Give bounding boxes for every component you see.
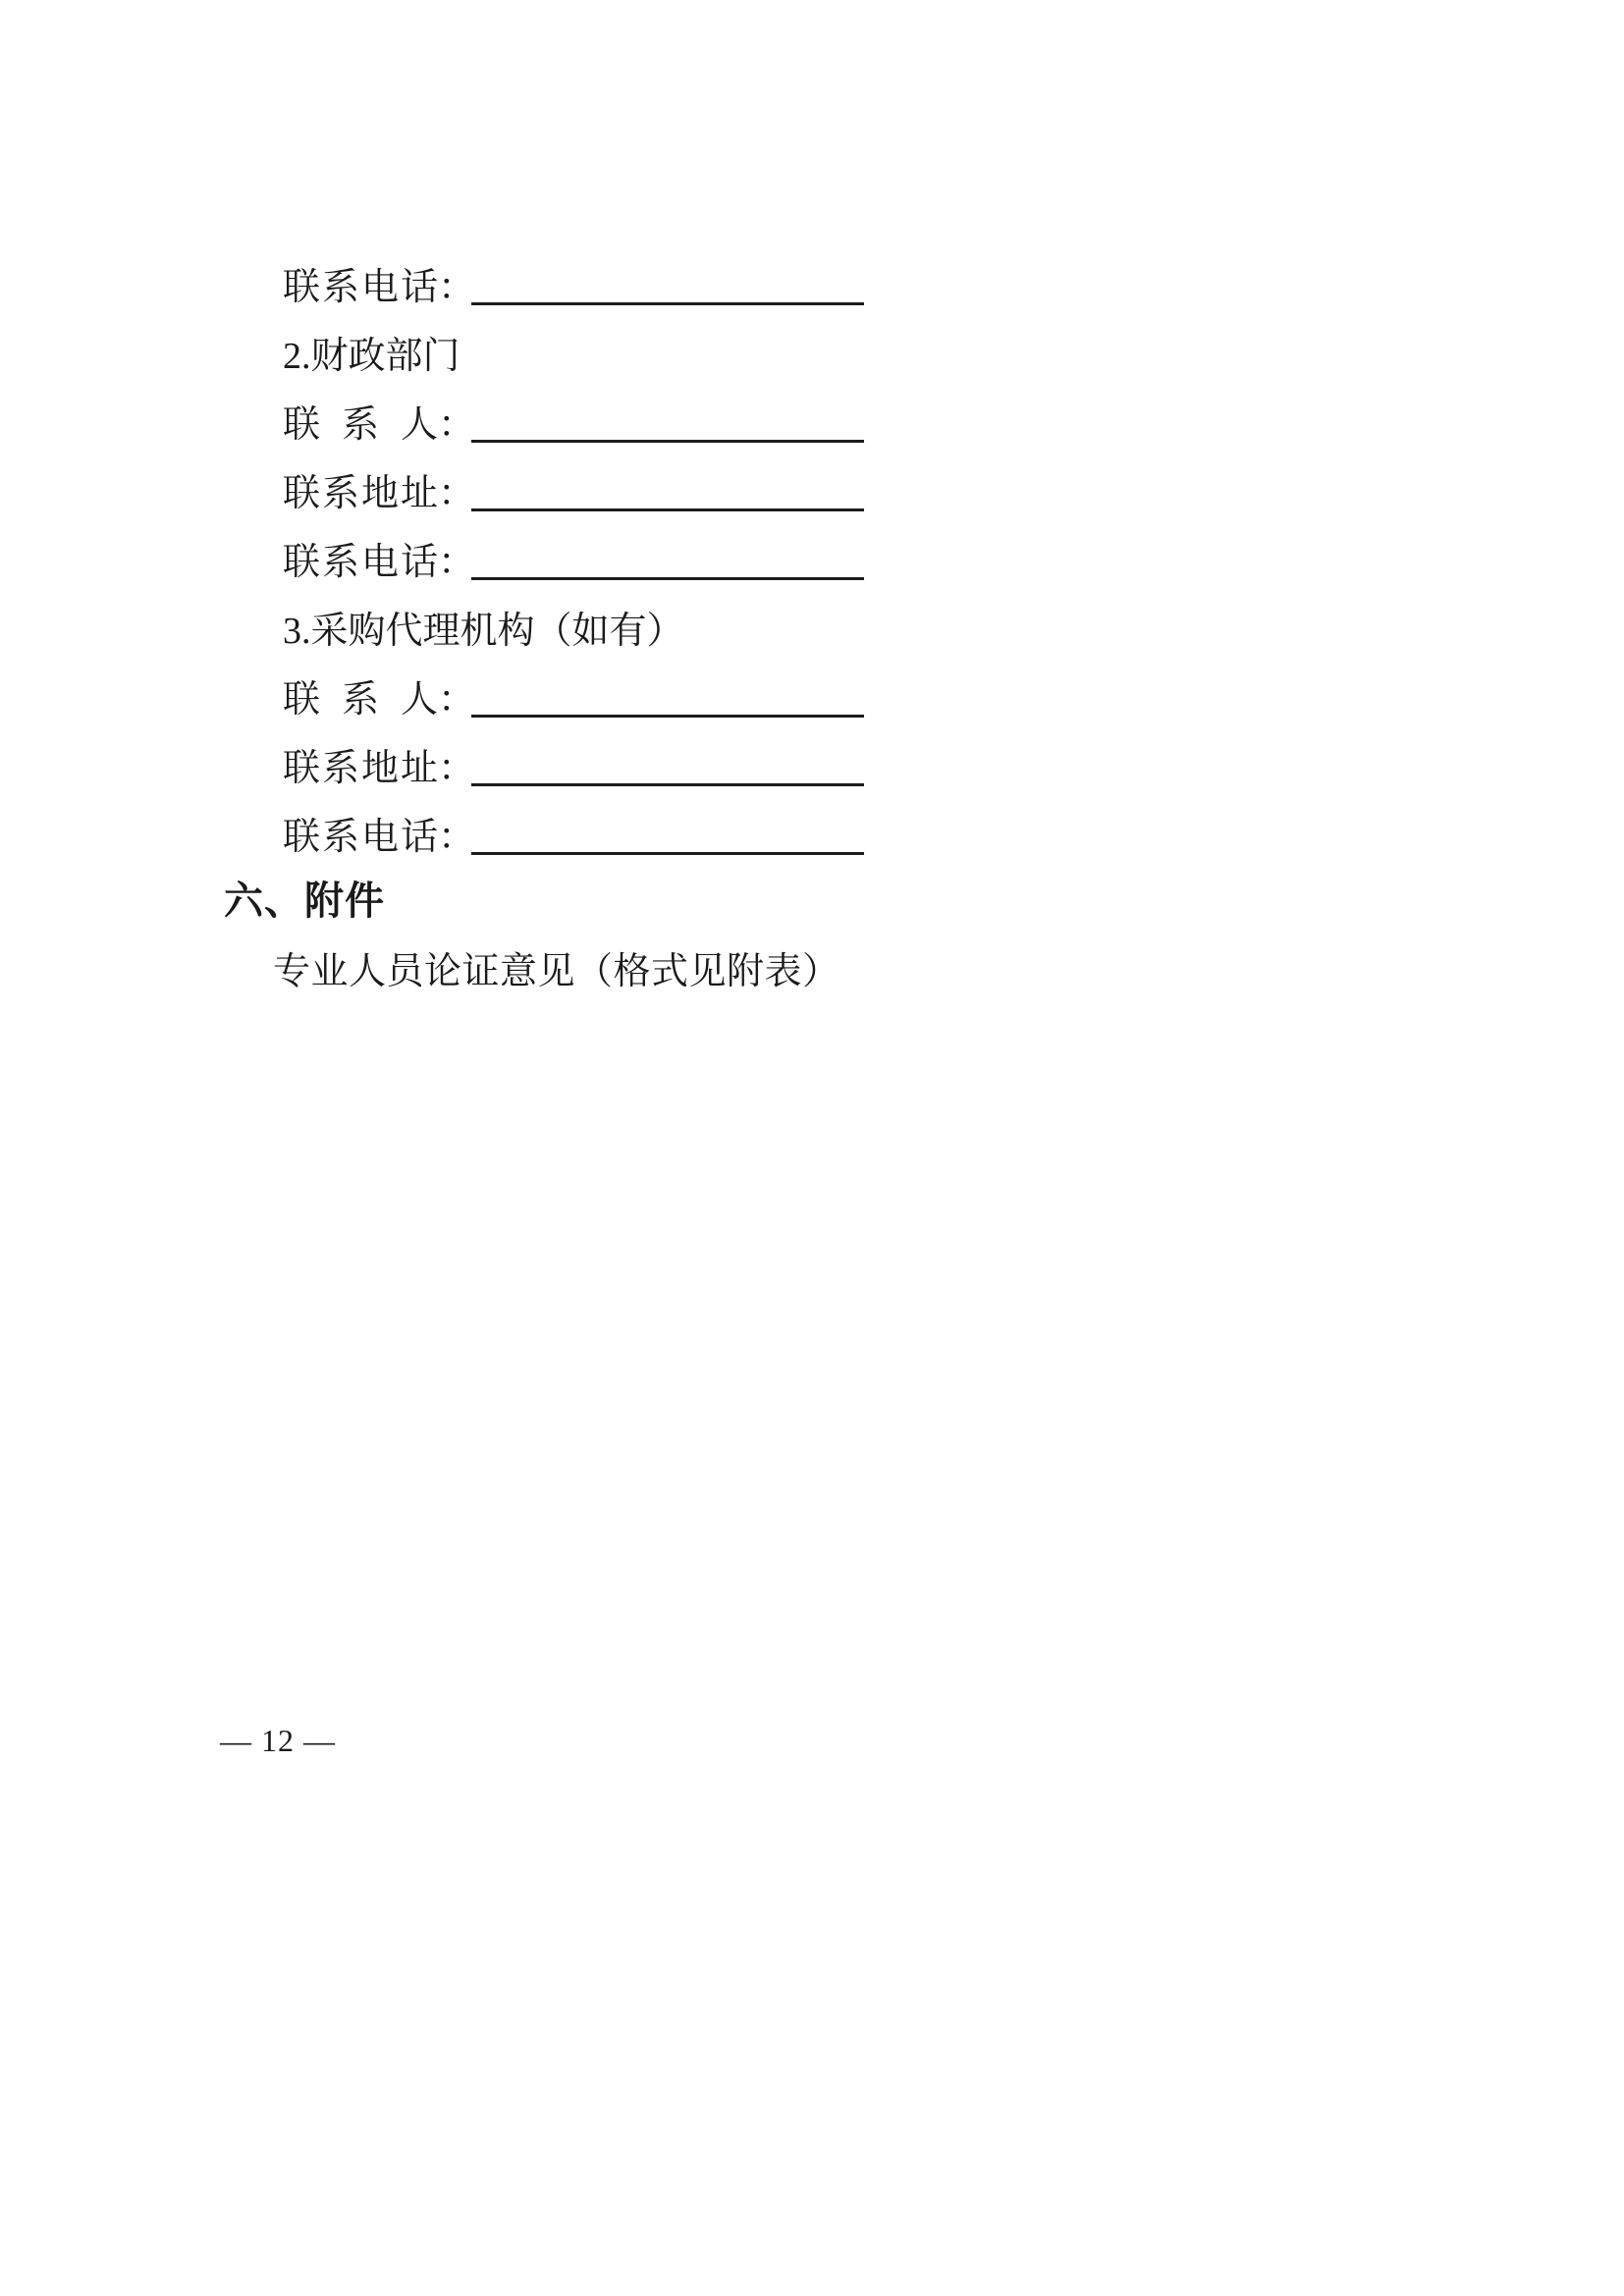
section-heading-procurement-agency: 3.采购代理机构（如有） <box>283 611 684 652</box>
page-number: — 12 — <box>220 1723 336 1758</box>
field-row-contact-phone-2 <box>283 544 864 581</box>
blank-underline <box>471 850 864 855</box>
field-colon: ： <box>438 404 476 446</box>
field-colon: ： <box>438 473 476 514</box>
attachment-body-text: 专业人员论证意见（格式见附表） <box>273 951 840 992</box>
field-colon: ： <box>438 679 476 721</box>
field-row-contact-phone-1 <box>283 269 864 306</box>
field-label-contact-person: 联 系 人 <box>283 404 438 446</box>
blank-underline <box>471 438 864 443</box>
field-label-contact-person: 联 系 人 <box>283 679 438 721</box>
field-label-contact-address: 联系地址 <box>283 748 438 789</box>
blank-underline <box>471 507 864 511</box>
field-row-contact-person-2 <box>283 681 864 719</box>
blank-underline <box>471 300 864 305</box>
field-row-contact-phone-3 <box>283 819 864 856</box>
field-label-contact-address: 联系地址 <box>283 473 438 514</box>
blank-underline <box>471 713 864 718</box>
attachment-section-heading: 六、附件 <box>224 880 385 923</box>
field-label-contact-phone: 联系电话 <box>283 542 438 583</box>
field-label-contact-phone: 联系电话 <box>283 817 438 858</box>
section-heading-finance-department: 2.财政部门 <box>283 336 460 377</box>
field-row-contact-address-1 <box>283 475 864 512</box>
field-colon: ： <box>438 542 476 583</box>
field-colon: ： <box>438 748 476 789</box>
field-row-contact-address-2 <box>283 750 864 787</box>
field-colon: ： <box>438 267 476 308</box>
field-colon: ： <box>438 817 476 858</box>
field-row-contact-person-1 <box>283 406 864 444</box>
blank-underline <box>471 575 864 580</box>
field-label-contact-phone: 联系电话 <box>283 267 438 308</box>
blank-underline <box>471 781 864 786</box>
